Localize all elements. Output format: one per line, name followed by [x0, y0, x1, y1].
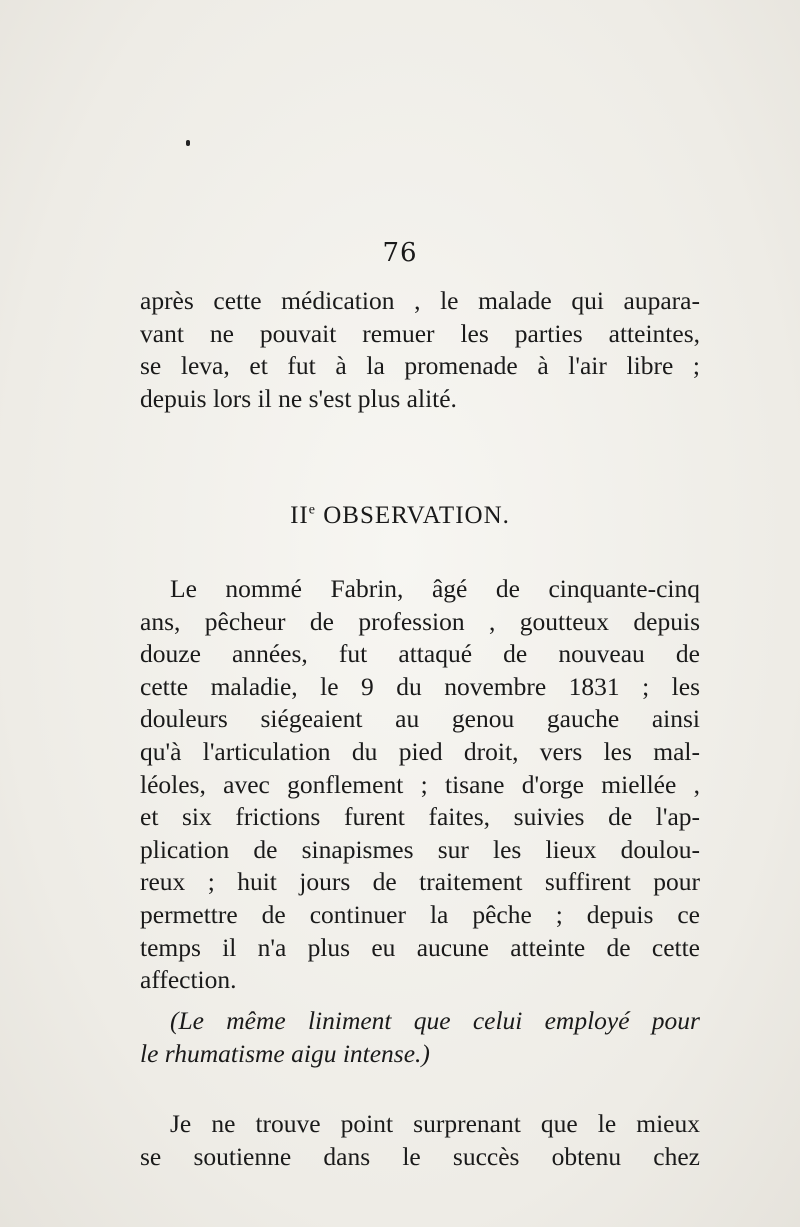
text-line: le rhumatisme aigu intense.) [140, 1038, 430, 1068]
text-line: se leva, et fut à la promenade à l'air libre ; [140, 351, 700, 381]
italic-note [140, 1005, 700, 1070]
text-line: depuis lors il ne s'est plus alité. [140, 383, 457, 413]
text-line: affection. [140, 965, 237, 995]
page-number: 76 [382, 238, 418, 268]
final-paragraph [140, 1108, 700, 1173]
text-line: ans, pêcheur de profession , goutteux depuis [140, 606, 700, 636]
text-line: et six frictions furent faites, suivies de l'ap- [140, 802, 700, 832]
ink-dot [186, 140, 190, 146]
text-line: cette maladie, le 9 du novembre 1831 ; les [140, 671, 700, 701]
heading-superscript: e [308, 502, 316, 518]
text-line: Le nommé Fabrin, âgé de cinquante-cinq [170, 574, 700, 603]
text-line: reux ; huit jours de traitement suffirent pour [140, 867, 700, 897]
heading-numeral: II [290, 502, 309, 529]
section-heading [0, 502, 800, 530]
text-line: (Le même liniment que celui employé pour [170, 1006, 700, 1035]
text-line: Je ne trouve point surprenant que le mieux [170, 1109, 700, 1138]
text-line: vant ne pouvait remuer les parties atteintes, [140, 318, 700, 348]
text-line: léoles, avec gonflement ; tisane d'orge miellée , [140, 769, 700, 799]
text-line: douze années, fut attaqué de nouveau de [140, 639, 700, 669]
text-line: après cette médication , le malade qui aupara- [140, 286, 700, 315]
text-line: temps il n'a plus eu aucune atteinte de cette [140, 932, 700, 962]
text-line: plication de sinapismes sur les lieux doulou- [140, 834, 700, 864]
text-line: qu'à l'articulation du pied droit, vers les mal- [140, 736, 700, 766]
text-line: douleurs siégeaient au genou gauche ainsi [140, 704, 700, 734]
heading-title: OBSERVATION. [323, 502, 510, 529]
top-paragraph [140, 285, 700, 415]
text-line: permettre de continuer la pêche ; depuis ce [140, 899, 700, 929]
observation-paragraph [140, 573, 700, 997]
text-line: se soutienne dans le succès obtenu chez [140, 1141, 700, 1171]
